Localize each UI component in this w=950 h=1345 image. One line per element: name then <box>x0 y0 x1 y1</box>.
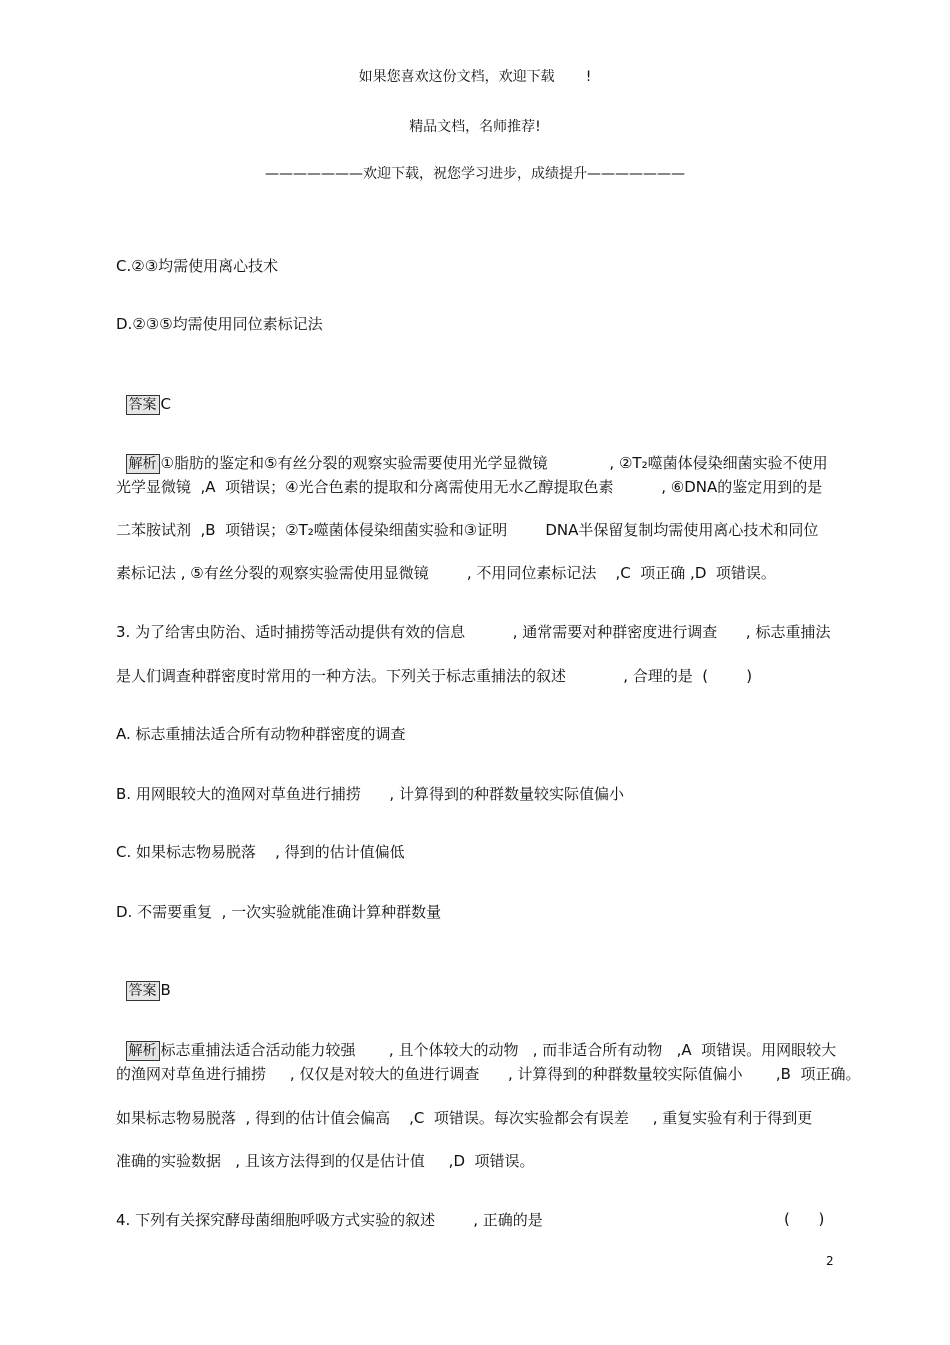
q3-option-a: A. 标志重捕法适合所有动物种群密度的调查 <box>116 725 406 743</box>
answer-label: 答案 <box>126 981 160 1001</box>
answer-label: 答案 <box>126 395 160 415</box>
header-line-1: 如果您喜欢这份文档，欢迎下载 ! <box>358 69 592 85</box>
q3-option-b: B. 用网眼较大的渔网对草鱼进行捕捞 , 计算得到的种群数量较实际值偏小 <box>116 785 624 803</box>
q2-option-c: C.②③均需使用离心技术 <box>116 257 279 275</box>
q3-answer <box>116 960 171 1001</box>
q2-answer <box>116 374 171 415</box>
q2-analysis-line-3: 二苯胺试剂 ,B 项错误；②T₂噬菌体侵染细菌实验和③证明 DNA半保留复制均需使用离心技术和同位 <box>116 521 819 539</box>
q3-stem-line-1: 3. 为了给害虫防治、适时捕捞等活动提供有效的信息 , 通常需要对种群密度进行调查 , 标志重捕法 <box>116 623 831 641</box>
q3-analysis-line-1 <box>116 1020 836 1061</box>
analysis-text: ①脂肪的鉴定和⑤有丝分裂的观察实验需要使用光学显微镜 , ②T₂噬菌体侵染细菌实验不使用 <box>160 454 828 472</box>
q3-analysis-line-4: 准确的实验数据 , 且该方法得到的仅是估计值 ,D 项错误。 <box>116 1152 535 1170</box>
q3-analysis-line-3: 如果标志物易脱落 , 得到的估计值会偏高 ,C 项错误。每次实验都会有误差 , 重复实验有利于得到更 <box>116 1109 813 1127</box>
header-line-2: 精品文档，名师推荐! <box>409 119 541 135</box>
q3-analysis-line-2: 的渔网对草鱼进行捕捞 , 仅仅是对较大的鱼进行调查 , 计算得到的种群数量较实际值偏小 ,B 项正确。 <box>116 1065 861 1083</box>
q4-stem: 4. 下列有关探究酵母菌细胞呼吸方式实验的叙述 , 正确的是 <box>116 1211 543 1229</box>
q2-analysis-line-2: 光学显微镜 ,A 项错误；④光合色素的提取和分离需使用无水乙醇提取色素 , ⑥DNA的鉴定用到的是 <box>116 478 823 496</box>
answer-value: B <box>160 981 171 999</box>
q2-analysis-line-1 <box>116 433 828 474</box>
q2-option-d: D.②③⑤均需使用同位素标记法 <box>116 315 323 333</box>
q2-analysis-line-4: 素标记法 , ⑤有丝分裂的观察实验需使用显微镜 , 不用同位素标记法 ,C 项正确 ,D 项错误。 <box>116 564 776 582</box>
analysis-text: 标志重捕法适合活动能力较强 , 且个体较大的动物 , 而非适合所有动物 ,A 项错误。用网眼较大 <box>160 1041 837 1059</box>
answer-value: C <box>160 395 172 413</box>
analysis-label: 解析 <box>126 1041 160 1061</box>
header-line-3: ———————欢迎下载，祝您学习进步，成绩提升——————— <box>265 166 685 182</box>
q3-option-c: C. 如果标志物易脱落 , 得到的估计值偏低 <box>116 843 405 861</box>
analysis-label: 解析 <box>126 454 160 474</box>
q4-answer-paren: ( ) <box>784 1210 825 1228</box>
q3-stem-line-2: 是人们调查种群密度时常用的一种方法。下列关于标志重捕法的叙述 , 合理的是 ( ) <box>116 667 753 685</box>
q3-option-d: D. 不需要重复 , 一次实验就能准确计算种群数量 <box>116 903 442 921</box>
page-number: 2 <box>826 1254 834 1268</box>
